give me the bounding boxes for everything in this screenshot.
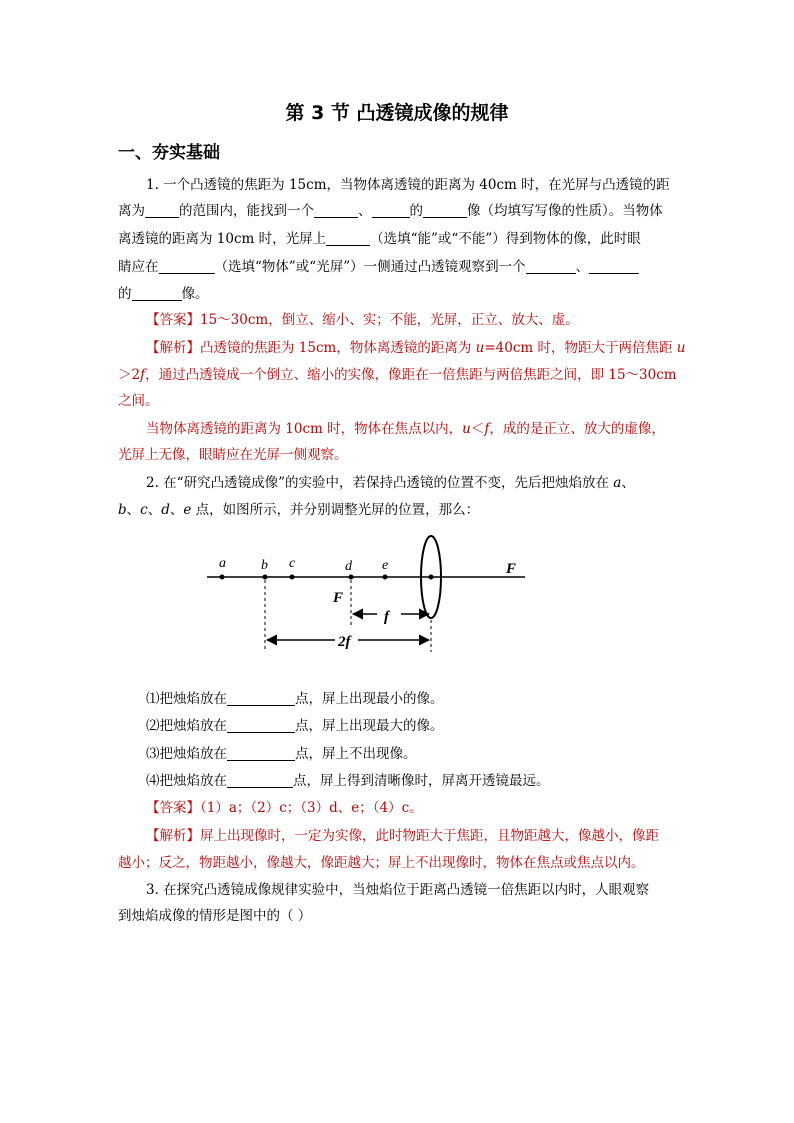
label-c: c [289,556,296,571]
blank[interactable] [423,203,467,218]
q2-explanation-2: 越小；反之，物距越小，像越大，像距越大；屏上不出现像时，物体在焦点或焦点以内。 [118,855,645,871]
blank[interactable] [227,691,295,706]
blank[interactable] [227,746,295,761]
q1-line-4: 睛应在 （选填“物体”或“光屏”）一侧通过凸透镜观察到一个 、 [118,258,639,276]
lens-diagram [195,530,540,660]
q1-explanation-4: 当物体离透镜的距离为 10cm 时，物体在焦点以内，u＜f，成的是正立、放大的虚像， [146,421,665,437]
blank[interactable] [132,286,182,301]
q1-explanation-1: 【解析】凸透镜的焦距为 15cm，物体离透镜的距离为 u=40cm 时，物距大于两倍焦距 u [146,340,686,356]
blank[interactable] [526,259,576,274]
point-b [263,575,268,580]
section-heading: 一、夯实基础 [118,143,220,163]
q2-sub-1: ⑴把烛焰放在 点，屏上出现最小的像。 [146,691,444,707]
blank[interactable] [227,773,293,788]
blank[interactable] [227,718,295,733]
q2-sub-2: ⑵把烛焰放在 点，屏上出现最大的像。 [146,718,444,734]
label-f: f [384,609,389,625]
label-2f: 2f [338,634,351,650]
blank[interactable] [589,259,639,274]
page-title: 第 3 节 凸透镜成像的规律 [285,102,509,124]
label-e: e [382,558,389,573]
blank[interactable] [326,231,370,246]
blank[interactable] [145,203,179,218]
label-a: a [219,556,226,571]
q1-line-3: 离透镜的距离为 10cm 时，光屏上 （选填“能”或“不能”）得到物体的像，此时眼 [118,231,641,247]
q1-line-1: 1. 一个凸透镜的焦距为 15cm，当物体离透镜的距离为 40cm 时，在光屏与凸透镜的距 [146,177,670,193]
q1-explanation-2: ＞2f，通过凸透镜成一个倒立、缩小的实像，像距在一倍焦距与两倍焦距之间，即 15～30cm [118,367,677,383]
q2-explanation-1: 【解析】屏上出现像时，一定为实像，此时物距大于焦距，且物距越大，像越小，像距 [146,828,659,844]
q3-line-2: 到烛焰成像的情形是图中的（ ） [118,908,312,924]
lens-center [429,575,434,580]
blank[interactable] [372,203,410,218]
point-d [349,575,354,580]
q2-sub-3: ⑶把烛焰放在 点，屏上不出现像。 [146,746,417,762]
label-F-right: F [506,561,517,577]
q2-line-2: b、c、d、e 点，如图所示，并分别调整光屏的位置，那么： [118,502,480,518]
q1-answer: 【答案】15～30cm，倒立、缩小、实；不能，光屏，正立、放大、虚。 [146,312,579,328]
point-a [220,575,225,580]
blank[interactable] [314,203,358,218]
q1-line-2: 离为 的范围内，能找到一个 、 的 像（均填写写像的性质）。当物体 [118,203,663,219]
q2-sub-4: ⑷把烛焰放在 点，屏上得到清晰像时，屏离开透镜最远。 [146,773,550,789]
label-d: d [345,559,352,574]
point-e [383,575,388,580]
point-c [290,575,295,580]
q1-explanation-3: 之间。 [118,393,159,409]
q1-line-5: 的 像。 [118,286,209,302]
label-F-left: F [333,590,344,606]
label-b: b [261,558,268,573]
q3-line-1: 3. 在探究凸透镜成像规律实验中，当烛焰位于距离凸透镜一倍焦距以内时，人眼观察 [146,882,650,898]
blank[interactable] [159,259,215,274]
q2-answer: 【答案】（1）a；（2）c；（3）d、e；（4）c。 [146,800,423,816]
q2-line-1: 2. 在“研究凸透镜成像”的实验中，若保持凸透镜的位置不变，先后把烛焰放在 a、 [146,475,635,491]
q1-explanation-5: 光屏上无像，眼睛应在光屏一侧观察。 [118,447,348,463]
